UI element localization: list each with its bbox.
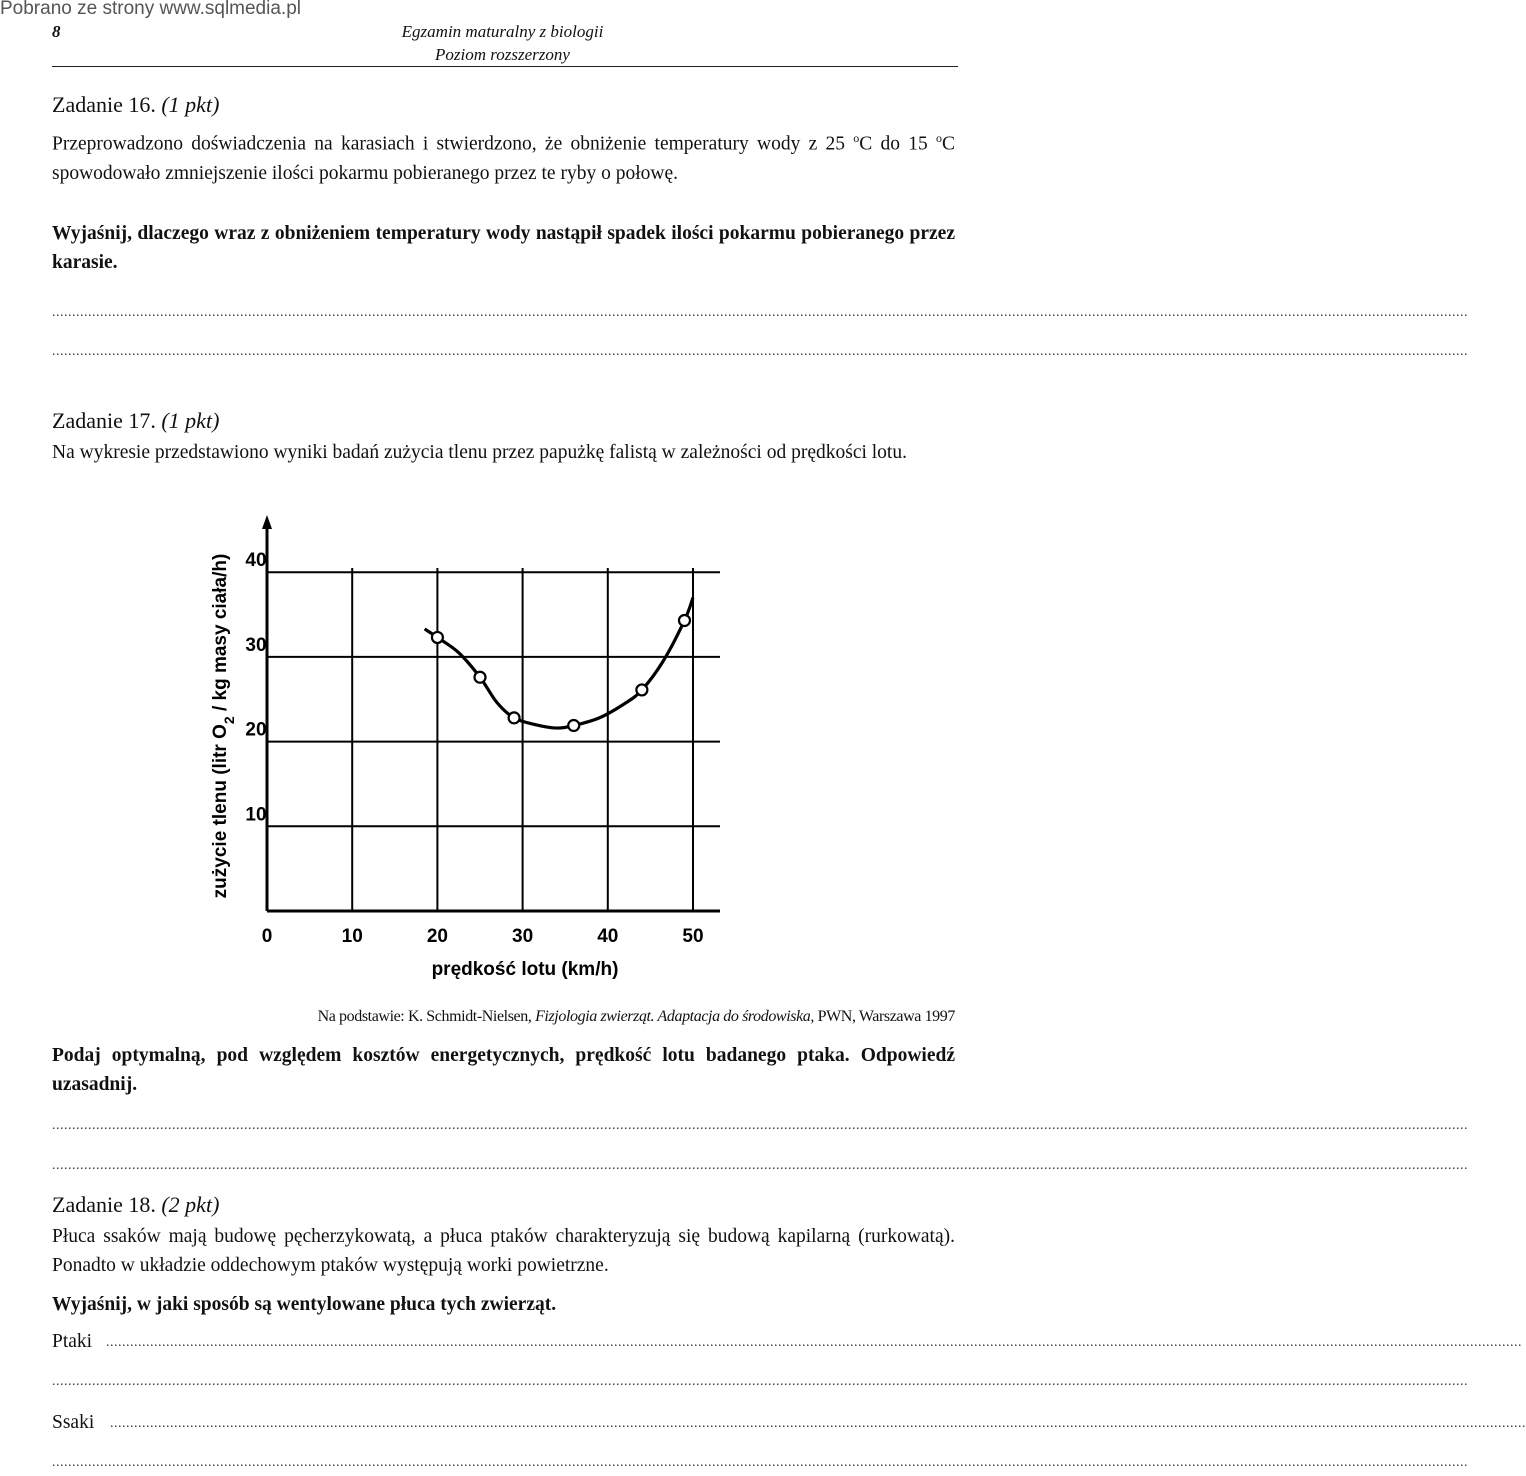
oxygen-curve: [425, 598, 693, 728]
chart-source: [52, 1008, 955, 1026]
data-point: [509, 712, 520, 723]
task-17-points: (1 pkt): [161, 408, 220, 433]
answer-line[interactable]: ..................................................................................................................................................................................................................................................................................................................................................................: [52, 305, 1468, 320]
task-17-question: Podaj optymalną, pod względem kosztów energetycznych, prędkość lotu badanego ptaka. Odpowiedź uzasadnij.: [52, 1045, 955, 1095]
y-label-part: / kg masy ciała/h): [210, 553, 231, 717]
data-point: [636, 684, 647, 695]
task-18-text: Płuca ssaków mają budowę pęcherzykowatą, a płuca ptaków charakteryzują się budową kapilarną (rurkowatą). Ponadto w układzie oddechowym ptaków występują worki powietrzne.: [52, 1226, 955, 1276]
x-tick-label: 30: [512, 926, 534, 947]
data-point: [568, 720, 579, 731]
source-author: Na podstawie: K. Schmidt-Nielsen,: [317, 1008, 536, 1025]
data-point: [679, 615, 690, 626]
task-16-text-c: C spowodowało zmniejszenie ilości pokarmu pobieranego przez te ryby o połowę.: [52, 133, 956, 184]
answer-line[interactable]: ..................................................................................................................................................................................................................................................................................................................................................................: [52, 1158, 1468, 1173]
task-16-question: Wyjaśnij, dlaczego wraz z obniżeniem temperatury wody nastąpił spadek ilości pokarmu pobieranego przez karasie.: [52, 223, 955, 273]
answer-line[interactable]: ..................................................................................................................................................................................................................................................................................................................................................................: [52, 1118, 1468, 1133]
task-16-points: (1 pkt): [161, 92, 220, 117]
task-18-points: (2 pkt): [161, 1192, 220, 1217]
y-tick-label: 30: [245, 634, 267, 656]
label-mammals: Ssaki: [52, 1412, 95, 1433]
header-exam-title: Egzamin maturalny z biologii: [401, 22, 604, 41]
y-axis-label: [210, 554, 237, 899]
watermark: Pobrano ze strony www.sqlmedia.pl: [0, 0, 301, 19]
page-number: 8: [52, 22, 61, 41]
data-points: [432, 615, 690, 731]
oxygen-consumption-chart: [190, 505, 704, 995]
x-axis-label: prędkość lotu (km/h): [431, 959, 619, 980]
task-16-text: [52, 124, 955, 188]
x-tick-labels: [262, 926, 704, 947]
label-birds: Ptaki: [52, 1331, 93, 1352]
x-tick-label: 20: [426, 926, 448, 947]
task-18-title: [52, 1192, 219, 1218]
source-title: Fizjologia zwierząt. Adaptacja do środowiska,: [535, 1008, 814, 1025]
task-17-intro: Na wykresie przedstawiono wyniki badań zużycia tlenu przez papużkę falistą w zależności od prędkości lotu.: [52, 442, 907, 463]
answer-line-birds[interactable]: ..................................................................................................................................................................................................................................................................................................................................................................: [106, 1335, 1522, 1350]
y-tick-labels: [245, 550, 266, 825]
task-16-title: [52, 92, 219, 118]
y-tick-label: 10: [245, 804, 267, 826]
header-divider: [52, 66, 958, 67]
y-label-part: zużycie tlenu (litr O: [210, 724, 231, 899]
y-axis-arrow: [262, 515, 272, 529]
task-17-title: [52, 408, 219, 434]
x-tick-label: 0: [261, 926, 273, 947]
task-16-text-b: C do 15: [859, 133, 936, 155]
answer-line-mammals[interactable]: ..................................................................................................................................................................................................................................................................................................................................................................: [110, 1416, 1526, 1431]
task-17-number: Zadanie 17.: [52, 408, 156, 433]
degree-sup-2: o: [936, 131, 942, 145]
answer-line[interactable]: ..................................................................................................................................................................................................................................................................................................................................................................: [52, 1455, 1468, 1470]
header-level: Poziom rozszerzony: [435, 45, 570, 64]
answer-line[interactable]: ..................................................................................................................................................................................................................................................................................................................................................................: [52, 1374, 1468, 1389]
y-label-subscript: 2: [221, 716, 237, 725]
y-tick-label: 20: [245, 719, 267, 741]
data-point: [432, 632, 443, 643]
x-tick-label: 40: [597, 926, 619, 947]
task-18-question: Wyjaśnij, w jaki sposób są wentylowane płuca tych zwierząt.: [52, 1294, 557, 1315]
answer-line[interactable]: ..................................................................................................................................................................................................................................................................................................................................................................: [52, 344, 1468, 359]
y-tick-label: 40: [245, 550, 267, 572]
degree-sup-1: o: [853, 131, 860, 145]
data-point: [475, 672, 486, 683]
chart-axes: [262, 515, 720, 911]
task-16-number: Zadanie 16.: [52, 92, 156, 117]
x-tick-label: 10: [341, 926, 363, 947]
x-tick-label: 50: [682, 926, 704, 947]
chart-grid: [267, 568, 720, 911]
task-16-text-a: Przeprowadzono doświadczenia na karasiach i stwierdzono, że obniżenie temperatury wody z 25: [52, 133, 854, 155]
task-18-number: Zadanie 18.: [52, 1192, 156, 1217]
source-publisher: PWN, Warszawa 1997: [813, 1008, 955, 1025]
